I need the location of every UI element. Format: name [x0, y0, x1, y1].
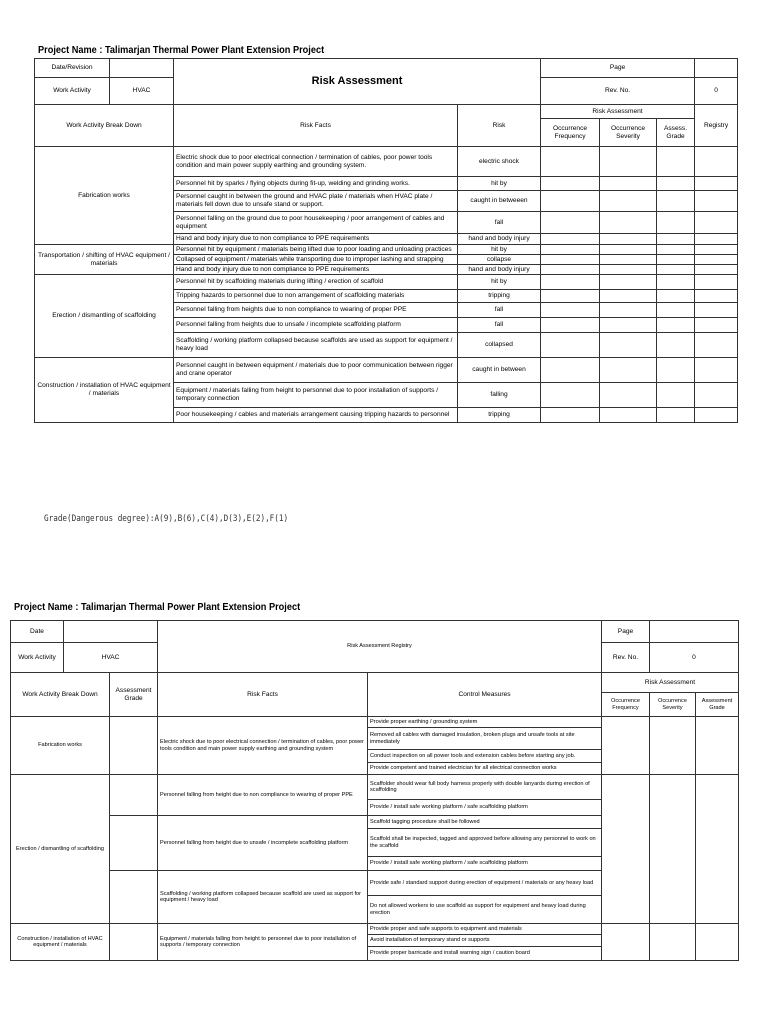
risk-fact-cell: Collapsed of equipment / materials while transporting due to improper lashing and strapping: [174, 255, 458, 265]
occurrence-frequency-cell: [541, 212, 600, 234]
risk-cell: fall: [458, 318, 541, 333]
occurrence-severity-cell: [600, 303, 657, 318]
risk-fact-cell: Equipment / materials falling from height to personnel due to poor installation of supports / temporary connection: [174, 383, 458, 408]
work-activity-cell: Transportation / shifting of HVAC equipment / materials: [35, 245, 174, 275]
risk-cell: caught in between: [458, 358, 541, 383]
risk-header: Risk: [458, 105, 541, 147]
occurrence-severity-cell: [600, 255, 657, 265]
registry-work-activity-cell: Fabrication works: [11, 717, 110, 775]
risk-cell: tripping: [458, 408, 541, 423]
registry-assessment-grade-cell: [696, 775, 739, 924]
assessment-row: [35, 147, 738, 177]
risk-fact-cell: Hand and body injury due to non compliance to PPE requirements: [174, 265, 458, 275]
control-measure-cell: Provide safe / standard support during erection of equipment / materials or any heavy load: [368, 871, 602, 896]
occurrence-frequency-cell: [541, 255, 600, 265]
page-label: Page: [541, 59, 695, 78]
assess-grade-cell: [657, 275, 695, 290]
control-measure-cell: Provide competent and trained electrician for all electrical connection works: [368, 763, 602, 775]
control-measure-cell: Provide proper and safe supports to equipment and materials: [368, 924, 602, 935]
risk-fact-cell: Personnel falling from heights due to unsafe / incomplete scaffolding platform: [174, 318, 458, 333]
registry-row: [11, 717, 739, 728]
registry-risk-fact-cell: Personnel falling from height due to unsafe / incomplete scaffolding platform: [158, 816, 368, 871]
registry-cell: [695, 275, 738, 290]
assess-grade-cell: [657, 191, 695, 212]
risk-fact-cell: Tripping hazards to personnel due to non arrangement of scaffolding materials: [174, 290, 458, 303]
risk-assessment-header: Risk Assessment: [541, 105, 695, 119]
registry-work-activity-cell: Construction / installation of HVAC equipment / materials: [11, 924, 110, 961]
risk-fact-cell: Personnel falling from heights due to non compliance to wearing of proper PPE: [174, 303, 458, 318]
risk-fact-cell: Personnel hit by equipment / materials being lifted due to poor loading and unloading practices: [174, 245, 458, 255]
risk-cell: electric shock: [458, 147, 541, 177]
registry-cell: [695, 358, 738, 383]
registry-date-value: [64, 621, 158, 643]
occurrence-severity-header: Occurrence Severity: [600, 119, 657, 147]
occurrence-frequency-cell: [541, 358, 600, 383]
assessment-row: [35, 245, 738, 255]
registry-cell: [695, 212, 738, 234]
registry-cell: [695, 290, 738, 303]
registry-row: [11, 924, 739, 935]
registry-assessment-grade-header-2: Assessment Grade: [696, 693, 739, 717]
registry-occurrence-severity-header: Occurrence Severity: [650, 693, 696, 717]
occurrence-severity-cell: [600, 383, 657, 408]
occurrence-severity-cell: [600, 290, 657, 303]
occurrence-frequency-cell: [541, 408, 600, 423]
control-measure-cell: Provide proper earthing / grounding system: [368, 717, 602, 728]
risk-registry-table: [10, 620, 739, 961]
registry-risk-fact-cell: Scaffolding / working platform collapsed because scaffold are used as support for equipment / heavy load: [158, 871, 368, 924]
work-activity-value: HVAC: [110, 78, 174, 105]
control-measure-cell: Provide / install safe working platform / safe scaffolding platform: [368, 800, 602, 816]
registry-occurrence-severity-cell: [650, 717, 696, 775]
assess-grade-cell: [657, 303, 695, 318]
risk-cell: tripping: [458, 290, 541, 303]
registry-cell: [695, 147, 738, 177]
registry-occurrence-frequency-cell: [602, 717, 650, 775]
occurrence-frequency-cell: [541, 191, 600, 212]
rev-no-label: Rev. No.: [541, 78, 695, 105]
registry-header: Registry: [695, 105, 738, 147]
registry-risk-fact-cell: Equipment / materials falling from height to personnel due to poor installation of supports / temporary connection: [158, 924, 368, 961]
registry-occurrence-severity-cell: [650, 924, 696, 961]
occurrence-frequency-cell: [541, 147, 600, 177]
registry-rev-no-label: Rev. No.: [602, 643, 650, 673]
occurrence-severity-cell: [600, 147, 657, 177]
risk-fact-cell: Electric shock due to poor electrical connection / termination of cables, poor power tools condition and main power supply earthing and grounding system.: [174, 147, 458, 177]
control-measure-cell: Removed all cables with damaged insulation, broken plugs and unsafe tools at site immediately: [368, 728, 602, 750]
page-value: [695, 59, 738, 78]
control-measure-cell: Provide proper barricade and install warning sign / caution board: [368, 947, 602, 961]
registry-cell: [695, 234, 738, 245]
occurrence-severity-cell: [600, 191, 657, 212]
occurrence-frequency-cell: [541, 318, 600, 333]
control-measure-cell: Do not allowed workers to use scaffold as support for equipment and heavy load during erection: [368, 896, 602, 924]
risk-cell: hand and body injury: [458, 265, 541, 275]
assess-grade-cell: [657, 290, 695, 303]
registry-page-value: [650, 621, 739, 643]
assess-grade-header: Assess. Grade: [657, 119, 695, 147]
assess-grade-cell: [657, 333, 695, 358]
registry-grade-cell: [110, 775, 158, 816]
risk-cell: hand and body injury: [458, 234, 541, 245]
risk-cell: hit by: [458, 275, 541, 290]
risk-fact-cell: Scaffolding / working platform collapsed because scaffolds are used as support for equipment / heavy load: [174, 333, 458, 358]
registry-occurrence-severity-cell: [650, 775, 696, 924]
registry-project-title: Project Name : Talimarjan Thermal Power Plant Extension Project: [14, 602, 301, 613]
control-measures-header: Control Measures: [368, 673, 602, 717]
registry-cell: [695, 191, 738, 212]
occurrence-frequency-cell: [541, 333, 600, 358]
registry-risk-facts-header: Risk Facts: [158, 673, 368, 717]
registry-work-activity-label: Work Activity: [11, 643, 64, 673]
occurrence-severity-cell: [600, 234, 657, 245]
registry-occurrence-frequency-header: Occurrence Frequency: [602, 693, 650, 717]
risk-fact-cell: Hand and body injury due to non compliance to PPE requirements: [174, 234, 458, 245]
occurrence-severity-cell: [600, 333, 657, 358]
registry-risk-fact-cell: Personnel falling from height due to non compliance to wearing of proper PPE: [158, 775, 368, 816]
registry-cell: [695, 408, 738, 423]
registry-cell: [695, 255, 738, 265]
assess-grade-cell: [657, 177, 695, 191]
registry-cell: [695, 245, 738, 255]
date-revision-label: Date/Revision: [35, 59, 110, 78]
occurrence-frequency-cell: [541, 234, 600, 245]
control-measure-cell: Scaffold tagging procedure shall be followed: [368, 816, 602, 829]
registry-assessment-grade-cell: [696, 717, 739, 775]
registry-risk-assessment-header: Risk Assessment: [602, 673, 739, 693]
registry-grade-cell: [110, 871, 158, 924]
registry-main-title: Risk Assessment Registry: [158, 621, 602, 673]
control-measure-cell: Scaffold shall be inspected, tagged and approved before allowing any personnel to work on the scaffold: [368, 829, 602, 857]
work-activity-cell: Fabrication works: [35, 147, 174, 245]
assess-grade-cell: [657, 212, 695, 234]
registry-occurrence-frequency-cell: [602, 924, 650, 961]
assess-grade-cell: [657, 408, 695, 423]
registry-rev-no-value: 0: [650, 643, 739, 673]
occurrence-severity-cell: [600, 245, 657, 255]
assessment-row: [35, 358, 738, 383]
grade-note: Grade(Dangerous degree):A(9),B(6),C(4),D(3),E(2),F(1): [44, 514, 289, 524]
risk-cell: fall: [458, 212, 541, 234]
occurrence-severity-cell: [600, 318, 657, 333]
occurrence-severity-cell: [600, 275, 657, 290]
registry-work-activity-cell: Erection / dismantling of scaffolding: [11, 775, 110, 924]
occurrence-severity-cell: [600, 212, 657, 234]
assess-grade-cell: [657, 255, 695, 265]
registry-cell: [695, 333, 738, 358]
occurrence-frequency-cell: [541, 245, 600, 255]
registry-work-activity-value: HVAC: [64, 643, 158, 673]
registry-page-label: Page: [602, 621, 650, 643]
rev-no-value: 0: [695, 78, 738, 105]
date-revision-value: [110, 59, 174, 78]
registry-assessment-grade-cell: [696, 924, 739, 961]
registry-cell: [695, 265, 738, 275]
assessment-row: [35, 275, 738, 290]
assess-grade-cell: [657, 265, 695, 275]
assess-grade-cell: [657, 318, 695, 333]
occurrence-severity-cell: [600, 358, 657, 383]
registry-grade-cell: [110, 816, 158, 871]
occurrence-frequency-cell: [541, 383, 600, 408]
registry-risk-fact-cell: Electric shock due to poor electrical connection / termination of cables, poor power tools condition and main power supply earthing and grounding system: [158, 717, 368, 775]
assess-grade-cell: [657, 383, 695, 408]
assess-grade-cell: [657, 358, 695, 383]
work-activity-label: Work Activity: [35, 78, 110, 105]
registry-breakdown-header: Work Activity Break Down: [11, 673, 110, 717]
registry-assessment-grade-header: Assessment Grade: [110, 673, 158, 717]
risk-cell: caught in betweeen: [458, 191, 541, 212]
registry-row: [11, 775, 739, 800]
control-measure-cell: Provide / install safe working platform / safe scaffolding platform: [368, 857, 602, 871]
occurrence-frequency-cell: [541, 265, 600, 275]
registry-cell: [695, 383, 738, 408]
occurrence-frequency-cell: [541, 275, 600, 290]
risk-cell: falling: [458, 383, 541, 408]
registry-grade-cell: [110, 717, 158, 775]
risk-cell: collapsed: [458, 333, 541, 358]
risk-fact-cell: Personnel caught in between equipment / materials due to poor communication between rigger and crane operator: [174, 358, 458, 383]
risk-cell: collapse: [458, 255, 541, 265]
assess-grade-cell: [657, 234, 695, 245]
registry-cell: [695, 177, 738, 191]
risk-cell: hit by: [458, 177, 541, 191]
risk-facts-header: Risk Facts: [174, 105, 458, 147]
occurrence-frequency-cell: [541, 290, 600, 303]
work-activity-cell: Construction / installation of HVAC equipment / materials: [35, 358, 174, 423]
occurrence-frequency-cell: [541, 177, 600, 191]
occurrence-frequency-header: Occurrence Frequency: [541, 119, 600, 147]
registry-grade-cell: [110, 924, 158, 961]
assess-grade-cell: [657, 147, 695, 177]
occurrence-severity-cell: [600, 265, 657, 275]
risk-fact-cell: Poor housekeeping / cables and materials arrangement causing tripping hazards to personnel: [174, 408, 458, 423]
risk-assessment-table: [34, 58, 738, 423]
risk-fact-cell: Personnel hit by sparks / flying objects during fit-up, welding and grinding works.: [174, 177, 458, 191]
risk-cell: fall: [458, 303, 541, 318]
risk-fact-cell: Personnel hit by scaffolding materials during lifting / erection of scaffold: [174, 275, 458, 290]
work-activity-cell: Erection / dismantling of scaffolding: [35, 275, 174, 358]
control-measure-cell: Conduct inspection on all power tools and extension cables before starting any job.: [368, 750, 602, 763]
occurrence-frequency-cell: [541, 303, 600, 318]
control-measure-cell: Scaffolder should wear full body harness properly with double lanyards during erection of scaffolding: [368, 775, 602, 800]
occurrence-severity-cell: [600, 177, 657, 191]
assessment-main-title: Risk Assessment: [174, 59, 541, 105]
control-measure-cell: Avoid installation of temporary stand or supports: [368, 935, 602, 947]
registry-cell: [695, 318, 738, 333]
occurrence-severity-cell: [600, 408, 657, 423]
registry-date-label: Date: [11, 621, 64, 643]
risk-cell: hit by: [458, 245, 541, 255]
registry-cell: [695, 303, 738, 318]
risk-fact-cell: Personnel caught in between the ground and HVAC plate / materials when HVAC plate / materials fell down due to unsafe stand or support.: [174, 191, 458, 212]
risk-fact-cell: Personnel falling on the ground due to poor housekeeping / poor arrangement of cables and equipment: [174, 212, 458, 234]
breakdown-header: Work Activity Break Down: [35, 105, 174, 147]
assess-grade-cell: [657, 245, 695, 255]
assessment-project-title: Project Name : Talimarjan Thermal Power Plant Extension Project: [38, 45, 325, 56]
registry-occurrence-frequency-cell: [602, 775, 650, 924]
